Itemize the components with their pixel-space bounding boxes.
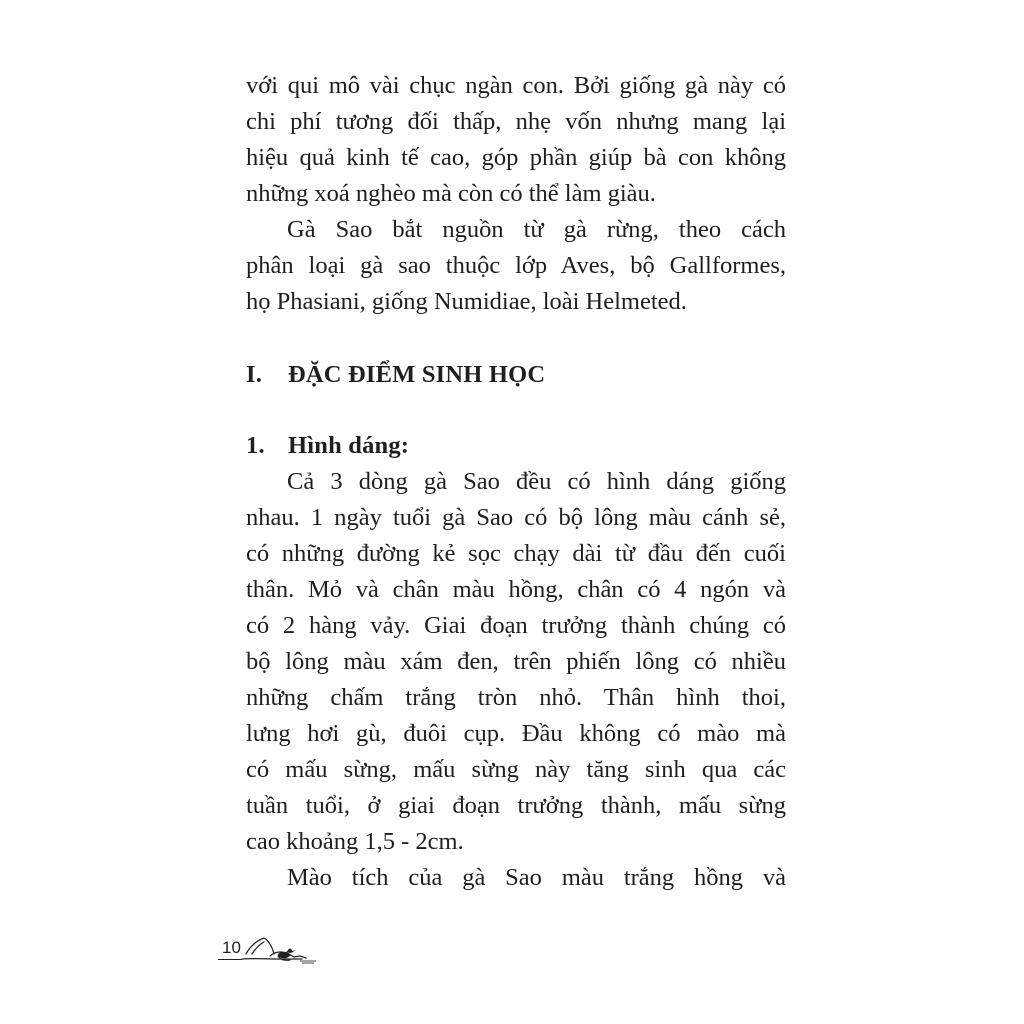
page-footer <box>218 930 318 970</box>
paragraph-3-line-6: bộ lông màu xám đen, trên phiến lông có nhiều <box>246 648 786 675</box>
paragraph-1-line-3: hiệu quả kinh tế cao, góp phần giúp bà con không <box>246 144 786 171</box>
section-number: I. <box>246 361 263 388</box>
paragraph-1-line-2: chi phí tương đối thấp, nhẹ vốn nhưng mang lại <box>246 108 786 135</box>
paragraph-3-line-2: nhau. 1 ngày tuổi gà Sao có bộ lông màu cánh sẻ, <box>246 504 786 531</box>
paragraph-4-line-1: Mào tích của gà Sao màu trắng hồng và <box>287 864 786 891</box>
subsection-number: 1. <box>246 432 265 459</box>
paragraph-2-line-2: phân loại gà sao thuộc lớp Aves, bộ Gallformes, <box>246 252 786 279</box>
paragraph-3-line-3: có những đường kẻ sọc chạy dài từ đầu đến cuối <box>246 540 786 567</box>
paragraph-3-line-11: cao khoảng 1,5 - 2cm. <box>246 828 464 855</box>
paragraph-2-line-3: họ Phasiani, giống Numidiae, loài Helmeted. <box>246 288 687 315</box>
paragraph-1-line-1: với qui mô vài chục ngàn con. Bởi giống gà này có <box>246 72 786 99</box>
bird-ornament-icon <box>240 932 320 966</box>
paragraph-3-line-8: lưng hơi gù, đuôi cụp. Đầu không có mào mà <box>246 720 786 747</box>
section-title: ĐẶC ĐIỂM SINH HỌC <box>288 361 546 388</box>
paragraph-2-line-1: Gà Sao bắt nguồn từ gà rừng, theo cách <box>287 216 786 243</box>
subsection-title: Hình dáng: <box>288 432 410 459</box>
subsection-heading <box>246 428 786 464</box>
paragraph-3-line-5: có 2 hàng vảy. Giai đoạn trưởng thành chúng có <box>246 612 786 639</box>
paragraph-3-line-7: những chấm trắng tròn nhỏ. Thân hình thoi, <box>246 684 786 711</box>
paragraph-3-line-4: thân. Mỏ và chân màu hồng, chân có 4 ngón và <box>246 576 786 603</box>
paragraph-1-line-4: những xoá nghèo mà còn có thể làm giàu. <box>246 180 656 207</box>
page-number: 10 <box>222 938 241 957</box>
section-heading <box>246 357 786 393</box>
page-number-underline <box>218 959 242 960</box>
paragraph-3-line-1: Cả 3 dòng gà Sao đều có hình dáng giống <box>287 468 786 495</box>
paragraph-3-line-10: tuần tuổi, ở giai đoạn trưởng thành, mấu sừng <box>246 792 786 819</box>
paragraph-3-line-9: có mấu sừng, mấu sừng này tăng sinh qua các <box>246 756 786 783</box>
